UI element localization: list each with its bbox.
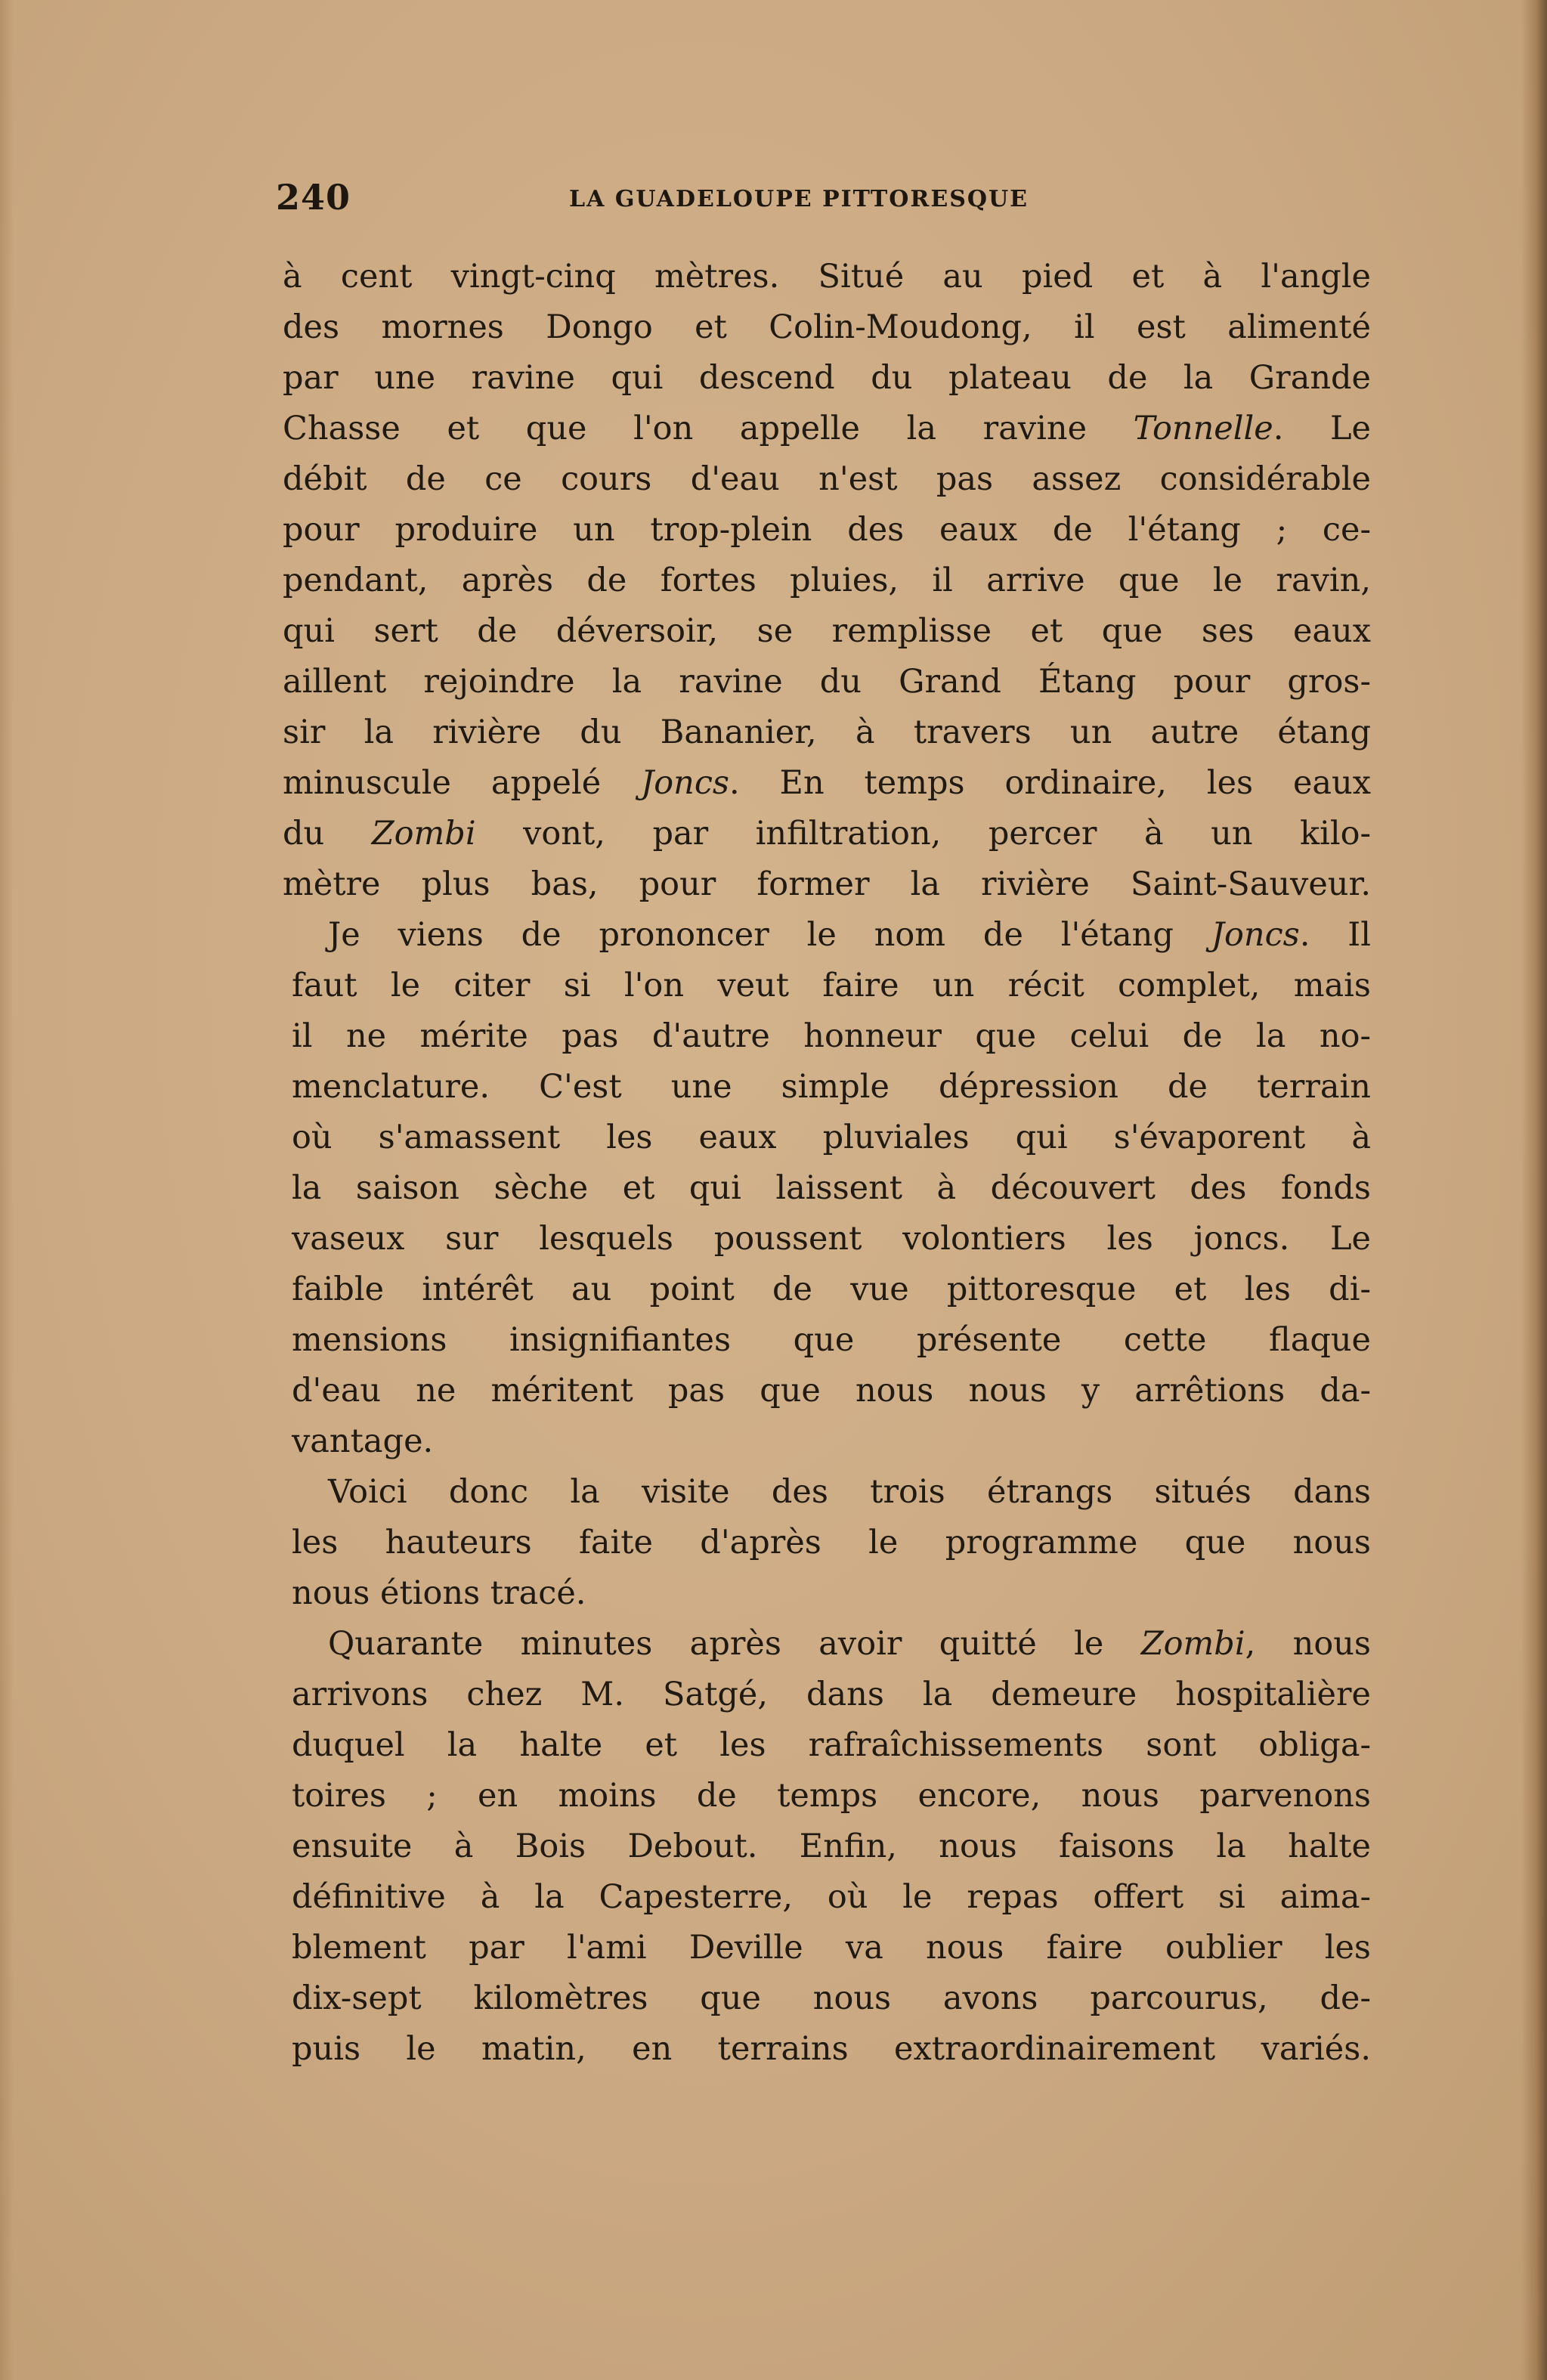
text-line: d'eau ne méritent pas que nous nous y arrêtions da-	[292, 1372, 1371, 1410]
text-line: vantage.	[292, 1422, 434, 1460]
text-line: sir la rivière du Bananier, à travers un autre étang	[283, 713, 1371, 751]
paragraph-start-line: Voici donc la visite des trois étrangs situés dans	[328, 1473, 1371, 1511]
text-line: minuscule appelé Joncs. En temps ordinaire, les eaux	[283, 764, 1371, 802]
page-left-edge	[0, 0, 14, 2380]
text-line: où s'amassent les eaux pluviales qui s'évaporent à	[292, 1119, 1371, 1156]
text-line: menclature. C'est une simple dépression de terrain	[292, 1068, 1371, 1106]
text-line: vaseux sur lesquels poussent volontiers les joncs. Le	[292, 1220, 1371, 1258]
text-line: à cent vingt-cinq mètres. Situé au pied et à l'angle	[283, 258, 1371, 296]
text-line: toires ; en moins de temps encore, nous parvenons	[292, 1777, 1371, 1815]
text-line: aillent rejoindre la ravine du Grand Étang pour gros-	[283, 663, 1371, 701]
text-line: pour produire un trop-plein des eaux de l'étang ; ce-	[283, 511, 1371, 549]
text-line: mensions insignifiantes que présente cette flaque	[292, 1321, 1371, 1359]
text-line: définitive à la Capesterre, où le repas offert si aima-	[292, 1878, 1371, 1916]
paragraph-start-line: Je viens de prononcer le nom de l'étang Joncs. Il	[328, 916, 1371, 954]
text-line: des mornes Dongo et Colin-Moudong, il est alimenté	[283, 308, 1371, 346]
text-line: qui sert de déversoir, se remplisse et que ses eaux	[283, 612, 1371, 650]
text-line: pendant, après de fortes pluies, il arrive que le ravin,	[283, 562, 1371, 599]
page-right-edge	[1521, 0, 1547, 2380]
text-line: nous étions tracé.	[292, 1574, 586, 1612]
text-line: les hauteurs faite d'après le programme que nous	[292, 1524, 1371, 1561]
text-line: Chasse et que l'on appelle la ravine Tonnelle. Le	[283, 410, 1371, 447]
text-line: mètre plus bas, pour former la rivière Saint-Sauveur.	[283, 865, 1371, 903]
text-line: par une ravine qui descend du plateau de la Grande	[283, 359, 1371, 397]
text-line: faut le citer si l'on veut faire un récit complet, mais	[292, 967, 1371, 1004]
page-header	[276, 177, 1062, 222]
text-line: faible intérêt au point de vue pittoresque et les di-	[292, 1270, 1371, 1308]
text-line: débit de ce cours d'eau n'est pas assez considérable	[283, 460, 1371, 498]
body-text	[283, 252, 1371, 2075]
text-line: arrivons chez M. Satgé, dans la demeure hospitalière	[292, 1676, 1371, 1713]
text-line: ensuite à Bois Debout. Enfin, nous faisons la halte	[292, 1828, 1371, 1865]
page-number: 240	[276, 177, 351, 218]
text-line: du Zombi vont, par infiltration, percer à un kilo-	[283, 815, 1371, 853]
text-line: blement par l'ami Deville va nous faire oublier les	[292, 1929, 1371, 1967]
text-line: puis le matin, en terrains extraordinairement variés.	[292, 2030, 1371, 2068]
running-title: LA GUADELOUPE PITTORESQUE	[569, 186, 1029, 212]
text-line: duquel la halte et les rafraîchissements sont obliga-	[292, 1726, 1371, 1764]
paragraph-start-line: Quarante minutes après avoir quitté le Zombi, nous	[328, 1625, 1371, 1663]
text-line: il ne mérite pas d'autre honneur que celui de la no-	[292, 1017, 1371, 1055]
text-line: la saison sèche et qui laissent à découvert des fonds	[292, 1169, 1371, 1207]
text-line: dix-sept kilomètres que nous avons parcourus, de-	[292, 1979, 1371, 2017]
